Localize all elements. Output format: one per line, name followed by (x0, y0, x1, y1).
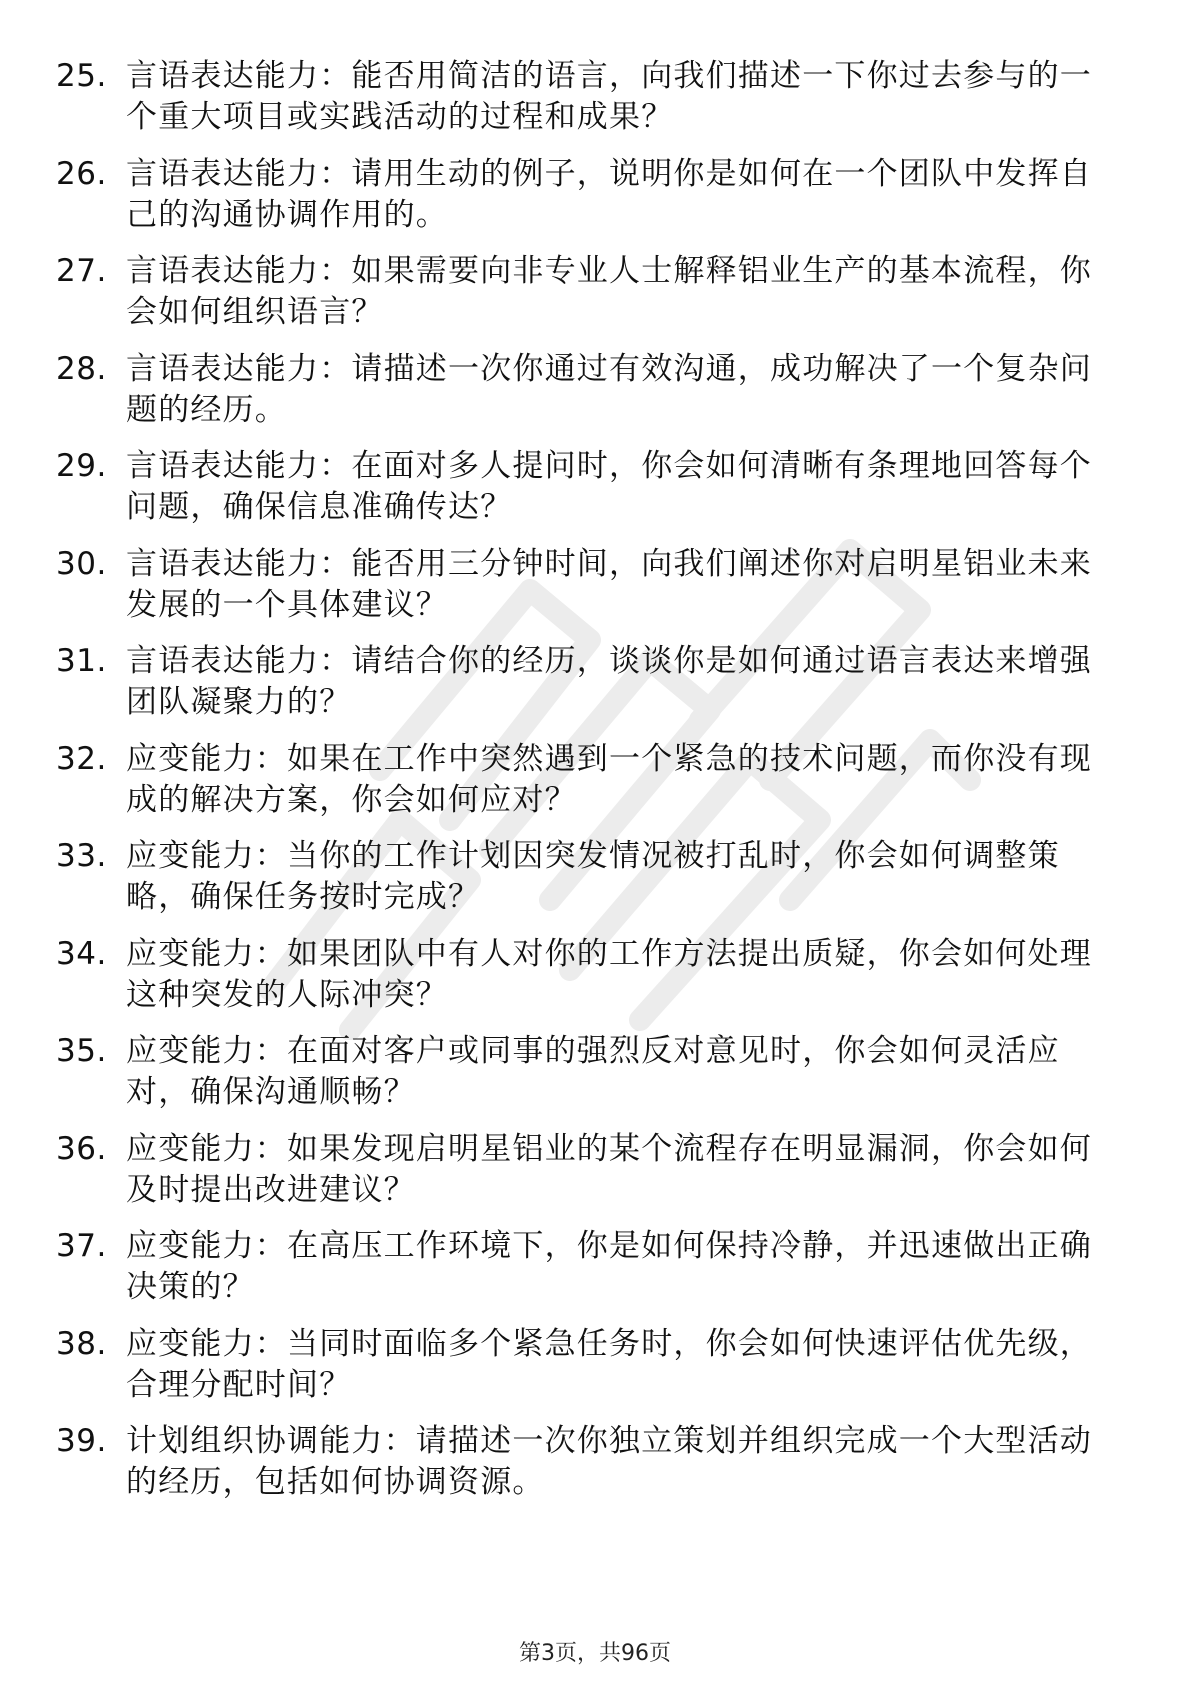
question-number: 33. (56, 838, 107, 874)
list-item (56, 934, 1116, 1017)
list-item (56, 739, 1116, 822)
list-item (56, 1421, 1116, 1504)
question-text: 应变能力：在面对客户或同事的强烈反对意见时，你会如何灵活应对，确保沟通顺畅？ (126, 1033, 1060, 1110)
question-text: 应变能力：在高压工作环境下，你是如何保持冷静，并迅速做出正确决策的？ (126, 1228, 1092, 1305)
question-text: 应变能力：当你的工作计划因突发情况被打乱时，你会如何调整策略，确保任务按时完成？ (126, 838, 1060, 915)
list-item (56, 641, 1116, 724)
question-number: 32. (56, 740, 107, 777)
question-text: 言语表达能力：如果需要向非专业人士解释铝业生产的基本流程，你会如何组织语言？ (126, 253, 1092, 330)
question-number: 25. (56, 58, 107, 94)
question-text: 应变能力：如果团队中有人对你的工作方法提出质疑，你会如何处理这种突发的人际冲突？ (126, 935, 1092, 1013)
question-number: 26. (56, 155, 107, 192)
question-text: 应变能力：如果发现启明星铝业的某个流程存在明显漏洞，你会如何及时提出改进建议？ (126, 1130, 1092, 1208)
question-number: 34. (56, 935, 107, 972)
question-text: 言语表达能力：请用生动的例子，说明你是如何在一个团队中发挥自己的沟通协调作用的。 (126, 155, 1092, 233)
question-number: 30. (56, 545, 107, 582)
list-item (56, 446, 1116, 529)
question-number: 39. (56, 1423, 107, 1459)
list-item (56, 154, 1116, 237)
question-text: 言语表达能力：请描述一次你通过有效沟通，成功解决了一个复杂问题的经历。 (126, 350, 1092, 428)
question-number: 36. (56, 1130, 107, 1167)
list-item (56, 1031, 1116, 1114)
question-number: 29. (56, 448, 107, 484)
question-number: 38. (56, 1325, 107, 1362)
list-item (56, 836, 1116, 919)
list-item (56, 251, 1116, 334)
question-text: 言语表达能力：能否用三分钟时间，向我们阐述你对启明星铝业未来发展的一个具体建议？ (126, 545, 1092, 623)
question-text: 计划组织协调能力：请描述一次你独立策划并组织完成一个大型活动的经历，包括如何协调资源。 (126, 1423, 1092, 1500)
question-text: 应变能力：当同时面临多个紧急任务时，你会如何快速评估优先级，合理分配时间？ (126, 1325, 1092, 1403)
question-text: 言语表达能力：能否用简洁的语言，向我们描述一下你过去参与的一个重大项目或实践活动的过程和成果？ (126, 58, 1092, 135)
question-number: 35. (56, 1033, 107, 1069)
list-item (56, 349, 1116, 432)
list-item (56, 56, 1116, 139)
question-list (56, 56, 1116, 1519)
question-number: 37. (56, 1228, 107, 1264)
question-text: 应变能力：如果在工作中突然遇到一个紧急的技术问题，而你没有现成的解决方案，你会如何应对？ (126, 740, 1092, 818)
list-item (56, 1129, 1116, 1212)
question-text: 言语表达能力：请结合你的经历，谈谈你是如何通过语言表达来增强团队凝聚力的？ (126, 643, 1092, 720)
page-number-footer: 第3页，共96页 (519, 1641, 671, 1666)
list-item (56, 1226, 1116, 1309)
question-text: 言语表达能力：在面对多人提问时，你会如何清晰有条理地回答每个问题，确保信息准确传达？ (126, 448, 1092, 525)
question-number: 27. (56, 253, 107, 289)
question-number: 28. (56, 350, 107, 387)
list-item (56, 544, 1116, 627)
list-item (56, 1324, 1116, 1407)
question-number: 31. (56, 643, 107, 679)
